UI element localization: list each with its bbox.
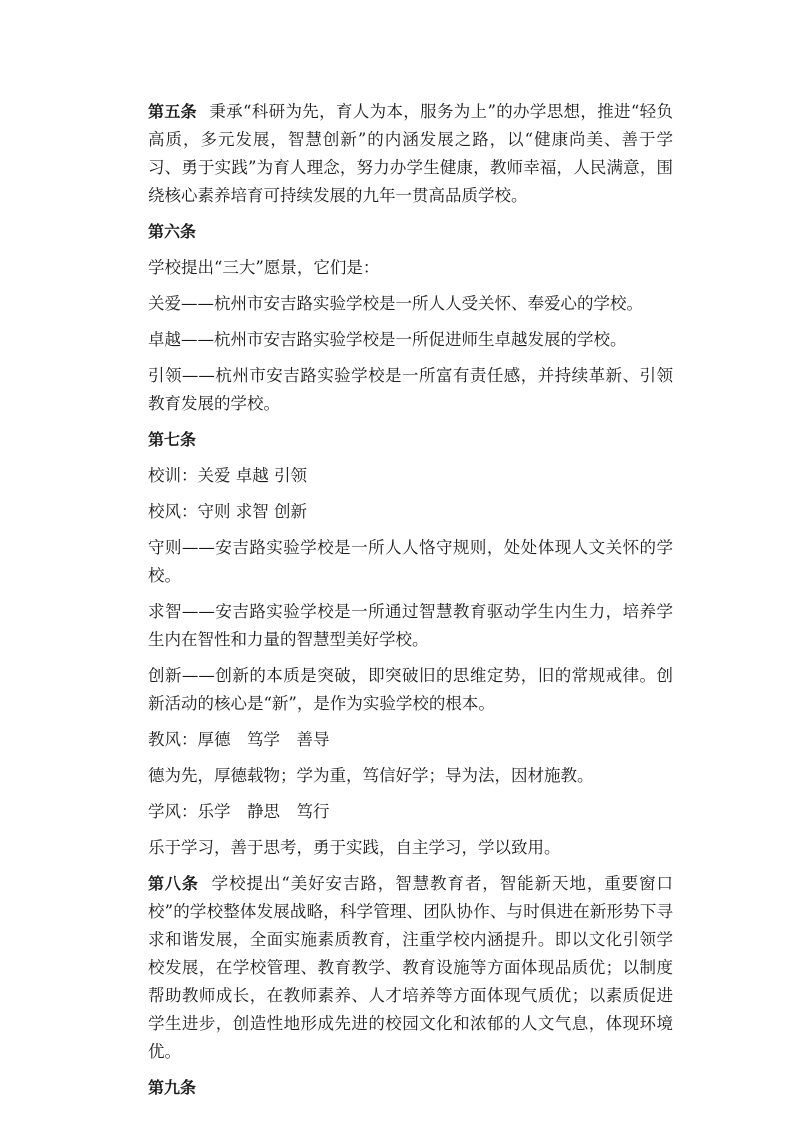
article-6-item-excellence: 卓越——杭州市安吉路实验学校是一所促进师生卓越发展的学校。 bbox=[148, 330, 627, 349]
article-7-innovation: 创新——创新的本质是突破，即突破旧的思维定势，旧的常规戒律。创新活动的核心是“新”，是作为实验学校的根本。 bbox=[148, 666, 673, 713]
article-8-heading: 第八条 bbox=[148, 874, 199, 893]
article-5-heading: 第五条 bbox=[148, 102, 198, 121]
article-7-school-style: 校风：守则 求智 创新 bbox=[148, 502, 307, 521]
article-5 bbox=[148, 98, 673, 210]
article-7-wisdom: 求智——安吉路实验学校是一所通过智慧教育驱动学生内生力，培养学生内在智性和力量的智慧型美好学校。 bbox=[148, 602, 673, 649]
article-7-heading: 第七条 bbox=[148, 430, 197, 449]
article-6-intro: 学校提出“三大”愿景，它们是： bbox=[148, 258, 380, 277]
article-6-item-care: 关爱——杭州市安吉路实验学校是一所人人受关怀、奉爱心的学校。 bbox=[148, 294, 643, 313]
article-5-text: 秉承“科研为先，育人为本，服务为上”的办学思想，推进“轻负高质，多元发展，智慧创新”的内涵发展之路，以“健康尚美、善于学习、勇于实践”为育人理念，努力办学生健康，教师幸福，人民满意，围绕核心素养培育可持续发展的九年一贯高品质学校。 bbox=[148, 102, 673, 205]
article-7-rule: 守则——安吉路实验学校是一所人人恪守规则，处处体现人文关怀的学校。 bbox=[148, 538, 673, 585]
article-8-text: 学校提出“美好安吉路，智慧教育者，智能新天地，重要窗口校”的学校整体发展战略，科学管理、团队协作、与时俱进在新形势下寻求和谐发展，全面实施素质教育，注重学校内涵提升。即以文化引领学校发展，在学校管理、教育教学、教育设施等方面体现品质优；以制度帮助教师成长，在教师素养、人才培养等方面体现气质优；以素质促进学生进步，创造性地形成先进的校园文化和浓郁的人文气息，体现环境优。 bbox=[148, 874, 673, 1061]
document-page bbox=[148, 98, 673, 1110]
article-9-heading: 第九条 bbox=[148, 1078, 197, 1097]
article-7-study-style: 学风：乐学 静思 笃行 bbox=[148, 802, 330, 821]
article-7-study-text: 乐于学习，善于思考，勇于实践，自主学习，学以致用。 bbox=[148, 838, 561, 857]
article-7-teaching-style: 教风：厚德 笃学 善导 bbox=[148, 730, 330, 749]
article-7-teaching-text: 德为先，厚德载物；学为重，笃信好学；导为法，因材施教。 bbox=[148, 766, 594, 785]
article-6-item-leadership: 引领——杭州市安吉路实验学校是一所富有责任感，并持续革新、引领教育发展的学校。 bbox=[148, 366, 673, 413]
article-8 bbox=[148, 870, 673, 1066]
article-6-heading: 第六条 bbox=[148, 222, 197, 241]
article-7-motto: 校训：关爱 卓越 引领 bbox=[148, 466, 307, 485]
